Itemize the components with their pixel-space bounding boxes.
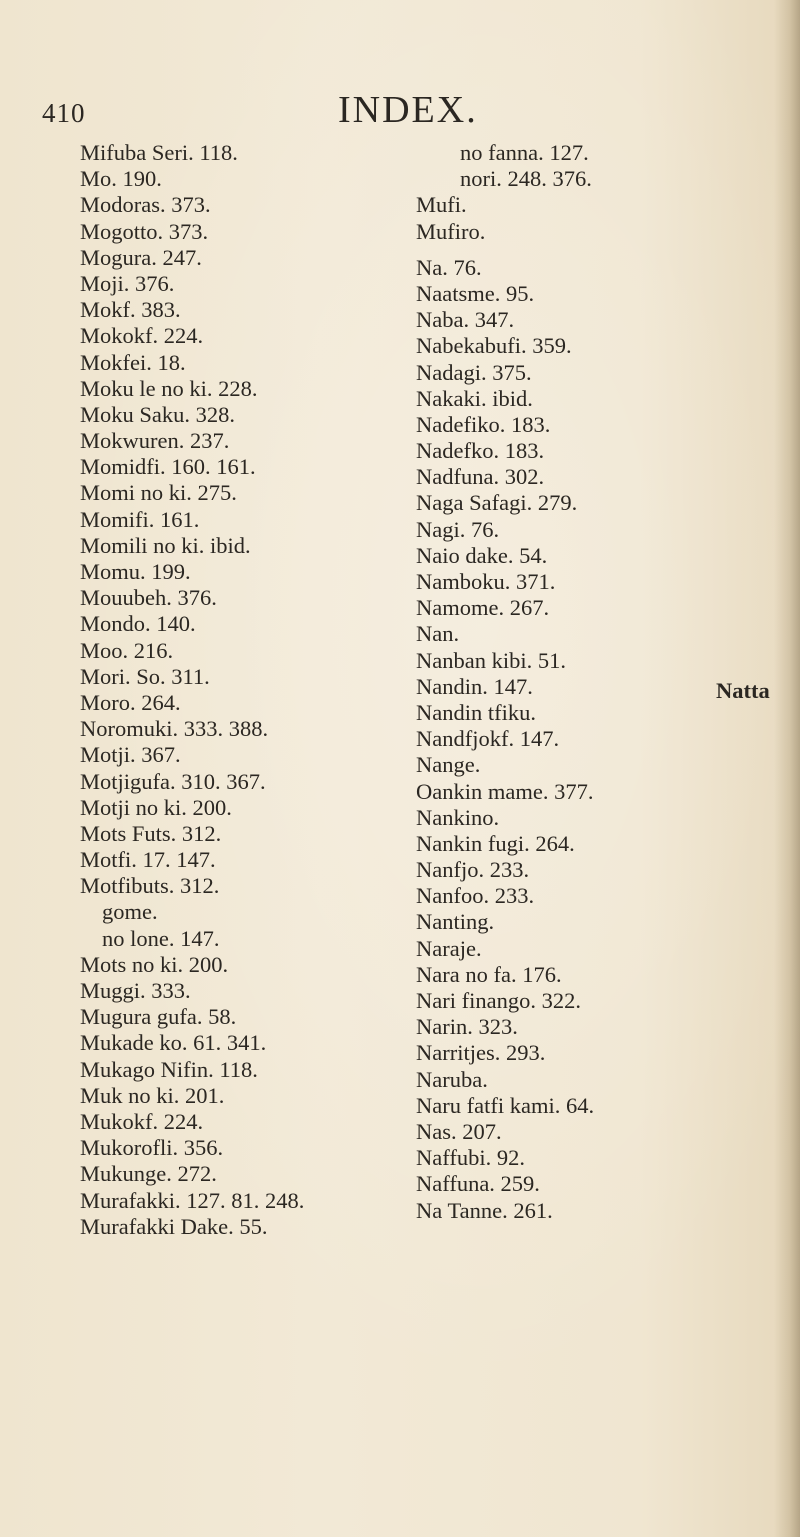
index-entry: Mukokf. 224. — [80, 1108, 204, 1134]
index-entry: Mots no ki. 200. — [80, 951, 229, 977]
index-entry: Nari finango. 322. — [416, 988, 581, 1013]
index-entry: Mokfei. 18. — [80, 349, 186, 375]
index-entry: Mots Futs. 312. — [80, 820, 222, 846]
index-entry: Moo. 216. — [80, 637, 174, 663]
index-entry: Momidfi. 160. 161. — [80, 454, 256, 480]
index-entry: Moku le no ki. 228. — [80, 375, 258, 401]
index-entry: Nanfoo. 233. — [416, 883, 535, 909]
index-entry: Narin. 323. — [416, 1014, 518, 1040]
index-entry: Muggi. 333. — [80, 978, 191, 1003]
index-entry: Mufi. — [416, 192, 467, 218]
index-entry: Mufiro. — [416, 218, 486, 244]
index-entry: Murafakki. 127. 81. 248. — [80, 1187, 305, 1213]
index-subentry: no fanna. 127. — [460, 140, 589, 165]
index-entry: Naatsme. 95. — [416, 280, 535, 306]
index-entry: Nandfjokf. 147. — [416, 726, 560, 752]
index-entry: Mokf. 383. — [80, 297, 181, 323]
index-entry: Namome. 267. — [416, 595, 550, 621]
index-entry: Momili no ki. ibid. — [80, 532, 251, 558]
index-column-left — [80, 140, 304, 1240]
index-entry: Nankin fugi. 264. — [416, 830, 575, 856]
index-subentry: nori. 248. 376. — [460, 166, 592, 192]
index-entry: Motfi. 17. 147. — [80, 847, 216, 873]
index-entry: Nankino. — [416, 804, 500, 830]
index-entry: Mukago Nifin. 118. — [80, 1056, 258, 1082]
index-entry: Nandin tfiku. — [416, 699, 536, 725]
index-entry: Mouubeh. 376. — [80, 585, 217, 611]
index-entry: Nandin. 147. — [416, 673, 533, 699]
index-entry: Motji. 367. — [80, 742, 181, 768]
index-entry: Momi no ki. 275. — [80, 480, 237, 506]
index-entry: Modoras. 373. — [80, 192, 211, 218]
index-entry: Nanban kibi. 51. — [416, 647, 566, 673]
index-entry: Nadefiko. 183. — [416, 411, 551, 437]
index-entry: Mokokf. 224. — [80, 323, 204, 349]
index-entry: Naffuna. 259. — [416, 1171, 540, 1197]
index-entry: Noromuki. 333. 388. — [80, 716, 269, 742]
index-subentry: gome. — [102, 899, 158, 925]
index-entry: Mogura. 247. — [80, 244, 202, 270]
index-entry: Mugura gufa. 58. — [80, 1004, 237, 1030]
index-entry: Oankin mame. 377. — [416, 778, 594, 804]
index-entry: Mukorofli. 356. — [80, 1135, 224, 1161]
index-entry: Naraje. — [416, 935, 482, 961]
index-entry: Naffubi. 92. — [416, 1145, 525, 1171]
page-number: 410 — [42, 98, 86, 128]
index-entry: Nan. — [416, 621, 460, 647]
index-entry: Moji. 376. — [80, 270, 175, 296]
index-entry: Nadfuna. 302. — [416, 464, 545, 490]
index-entry: Momu. 199. — [80, 559, 191, 584]
index-entry: Narritjes. 293. — [416, 1040, 546, 1066]
index-entry: Nange. — [416, 752, 481, 778]
index-entry: Mori. So. 311. — [80, 663, 210, 689]
index-entry: Mukade ko. 61. 341. — [80, 1030, 267, 1056]
index-column-right — [416, 140, 594, 1224]
index-entry: Nadefko. 183. — [416, 438, 545, 464]
index-entry: Mokwuren. 237. — [80, 428, 230, 454]
index-entry: Nagi. 76. — [416, 516, 500, 542]
index-entry: Murafakki Dake. 55. — [80, 1213, 268, 1239]
index-entry: Nakaki. ibid. — [416, 385, 533, 411]
index-entry: Motfibuts. 312. — [80, 873, 220, 899]
index-entry: Naio dake. 54. — [416, 542, 548, 568]
index-entry: Moku Saku. 328. — [80, 401, 236, 427]
index-entry: Mondo. 140. — [80, 611, 196, 637]
index-entry: Mogotto. 373. — [80, 218, 209, 244]
index-entry: Nadagi. 375. — [416, 359, 532, 385]
page-title: INDEX. — [338, 89, 478, 131]
index-entry: Mo. 190. — [80, 166, 162, 192]
index-entry: Moro. 264. — [80, 689, 181, 715]
index-entry: Naba. 347. — [416, 307, 515, 333]
index-entry: Na. 76. — [416, 254, 482, 280]
index-entry: Na Tanne. 261. — [416, 1197, 553, 1223]
index-entry: Namboku. 371. — [416, 569, 556, 594]
index-entry: Nabekabufi. 359. — [416, 333, 572, 359]
index-entry: Nara no fa. 176. — [416, 961, 562, 987]
index-entry: Motjigufa. 310. 367. — [80, 768, 266, 794]
index-entry: Muk no ki. 201. — [80, 1082, 225, 1108]
index-entry: Naga Safagi. 279. — [416, 490, 578, 516]
index-subentry: no lone. 147. — [102, 925, 220, 951]
index-entry: Nanting. — [416, 909, 495, 935]
page-edge-shadow — [774, 0, 800, 1537]
index-entry: Motji no ki. 200. — [80, 794, 232, 820]
index-entry: Naru fatfi kami. 64. — [416, 1092, 595, 1118]
index-entry: Mifuba Seri. 118. — [80, 140, 238, 165]
index-entry: Nanfjo. 233. — [416, 857, 530, 883]
index-entry: Mukunge. 272. — [80, 1161, 217, 1187]
index-entry: Momifi. 161. — [80, 506, 200, 532]
index-entry: Nas. 207. — [416, 1118, 502, 1144]
index-entry: Naruba. — [416, 1066, 488, 1092]
catchword: Natta — [716, 678, 770, 703]
